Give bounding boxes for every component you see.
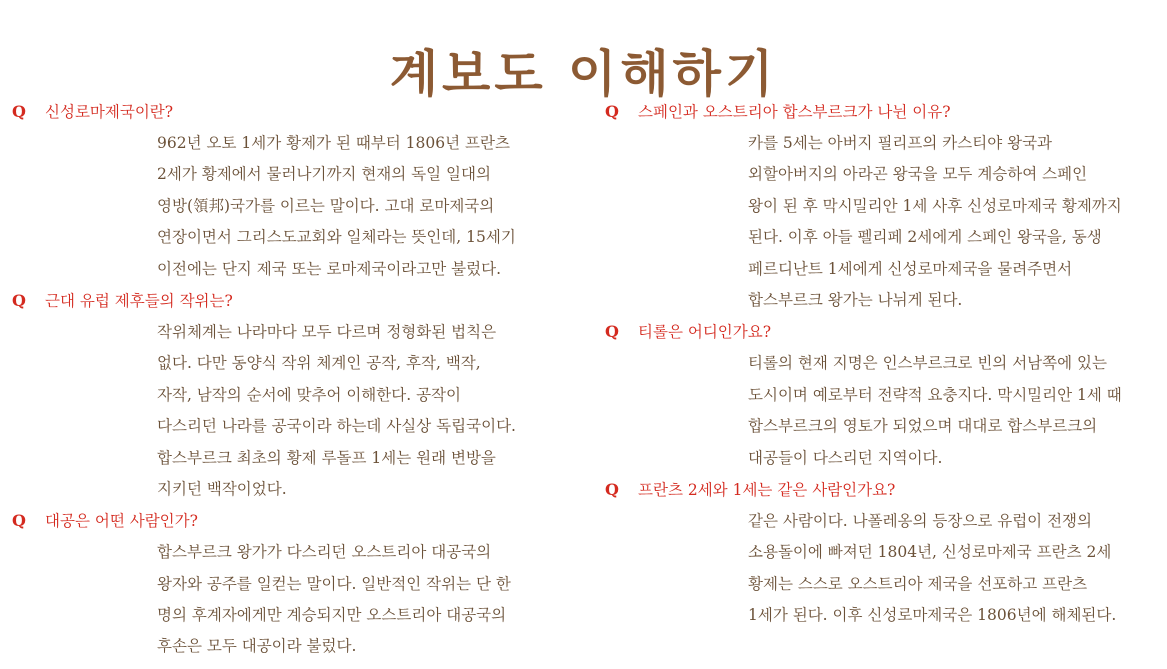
answer-line: 왕자와 공주를 일컫는 말이다. 일반적인 작위는 단 한 [157,574,511,593]
answer [605,348,1155,474]
answer-line: 이전에는 단지 제국 또는 로마제국이라고만 불렀다. [157,259,501,278]
question-text: 신성로마제국이란? [45,103,174,121]
answer-line: 없다. 다만 동양식 작위 체계인 공작, 후작, 백작, [157,354,481,373]
question-text: 근대 유럽 제후들의 작위는? [45,291,233,310]
qa-block [12,96,572,285]
answer-line: 왕이 된 후 막시밀리안 1세 사후 신성로마제국 황제까지 [748,196,1122,215]
answer-line: 지키던 백작이었다. [157,479,287,498]
answer [12,317,572,505]
question-text: 스페인과 오스트리아 합스부르크가 나뉜 이유? [638,103,951,121]
answer [12,537,572,663]
answer-line: 소용돌이에 빠져던 1804년, 신성로마제국 프란츠 2세 [748,543,1112,562]
answer-line: 같은 사람이다. 나폴레옹의 등장으로 유럽이 전쟁의 [748,511,1092,530]
answer-line: 카를 5세는 아버지 필리프의 카스티야 왕국과 [748,134,1053,152]
answer [12,128,572,285]
q-marker: Q [12,290,26,310]
qa-block [12,285,572,505]
answer-line: 자작, 남작의 순서에 맞추어 이해한다. 공작이 [157,385,462,404]
answer-line: 합스부르크 왕가가 다스리던 오스트리아 대공국의 [157,543,492,562]
question [605,474,1155,506]
answer-line: 작위체계는 나라마다 모두 다르며 정형화된 법칙은 [157,322,497,341]
qa-block [12,505,572,663]
q-marker: Q [605,479,619,499]
q-marker: Q [12,511,26,531]
left-column [12,96,572,663]
answer-line: 티롤의 현재 지명은 인스부르크로 빈의 서남쪽에 있는 [748,354,1107,373]
answer-line: 외할아버지의 아라곤 왕국을 모두 계승하여 스페인 [748,165,1088,184]
answer-line: 영방(領邦)국가를 이르는 말이다. 고대 로마제국의 [157,196,495,215]
answer-line: 도시이며 예로부터 전략적 요충지다. 막시밀리안 1세 때 [748,385,1122,404]
answer [605,506,1155,632]
question [12,505,572,537]
question [605,96,1155,128]
answer-line: 대공들이 다스리던 지역이다. [748,448,943,467]
right-column [605,96,1155,631]
answer-line: 합스부르크 최초의 황제 루돌프 1세는 원래 변방을 [157,448,496,467]
answer-line: 페르디난트 1세에게 신성로마제국을 물려주면서 [748,259,1073,278]
qa-block [605,316,1155,474]
answer-line: 연장이면서 그리스도교회와 일체라는 뜻인데, 15세기 [157,228,516,247]
answer-line: 2세가 황제에서 물러나기까지 현재의 독일 일대의 [157,165,491,184]
question [605,316,1155,348]
qa-block [605,96,1155,316]
answer-line: 1세가 된다. 이후 신성로마제국은 1806년에 해체된다. [748,606,1117,625]
answer [605,128,1155,316]
question-text: 티롤은 어디인가요? [638,323,772,342]
answer-line: 다스리던 나라를 공국이라 하는데 사실상 독립국이다. [157,417,516,436]
question [12,96,572,128]
answer-line: 황제는 스스로 오스트리아 제국을 선포하고 프란츠 [748,574,1088,593]
question-text: 대공은 어떤 사람인가? [45,512,198,531]
q-marker: Q [12,102,26,121]
page-title: 계보도 이해하기 [389,44,778,103]
q-marker: Q [605,322,619,342]
answer-line: 962년 오토 1세가 황제가 된 때부터 1806년 프란츠 [157,134,510,152]
qa-block [605,474,1155,632]
answer-line: 합스부르크 왕가는 나뉘게 된다. [748,290,963,309]
answer-line: 명의 후계자에게만 계승되지만 오스트리아 대공국의 [157,606,507,625]
q-marker: Q [605,102,619,121]
question [12,285,572,317]
question-text: 프란츠 2세와 1세는 같은 사람인가요? [638,480,896,499]
answer-line: 된다. 이후 아들 펠리페 2세에게 스페인 왕국을, 동생 [748,228,1102,247]
answer-line: 후손은 모두 대공이라 불렀다. [157,637,357,656]
answer-line: 합스부르크의 영토가 되었으며 대대로 합스부르크의 [748,417,1098,436]
